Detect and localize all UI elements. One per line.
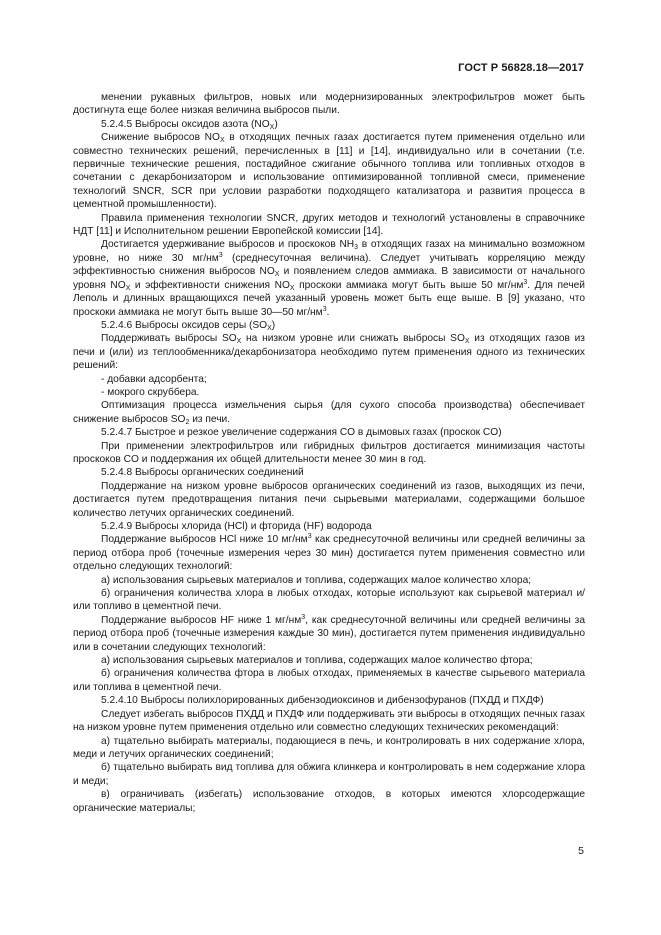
paragraph: Поддержание на низком уровне выбросов органических соединений из газов, выходящих из печи, достигается путем предотвращения питания печи сырьевыми материалами, содержащими большое количество летучих органических соединений. [73, 480, 585, 519]
section-heading: 5.2.4.8 Выбросы органических соединений [101, 467, 304, 479]
page-number: 5 [578, 845, 584, 857]
section-heading: 5.2.4.9 Выбросы хлорида (HCl) и фторида (HF) водорода [101, 521, 372, 532]
paragraph: Следует избегать выбросов ПХДД и ПХДФ или поддерживать эти выбросы в отходящих печных газах на низком уровне путем применения отдельно или совместно следующих технических рекомендаций: [73, 708, 585, 734]
list-item: а) тщательно выбирать материалы, подающиеся в печь, и контролировать в них содержание хлора, меди и летучих органических соединений; [73, 735, 585, 760]
paragraph: Правила применения технологии SNCR, других методов и технологий установлены в справочнике НДТ [11] и Исполнительном решении Европейской комиссии [14]. [73, 212, 585, 238]
paragraph: Поддержание выбросов HF ниже 1 $мг/нм^3$, как среднесуточной величины или средней величины за период отбора проб (точечные измерения каждые 30 мин), достигается путем применения индивидуально или в сочетании следующих технологий: [73, 613, 585, 653]
paragraph: Поддержание выбросов HCl ниже 10 $мг/нм^3$ как среднесуточной величины или средней величины за период отбора проб (точечные измерения через 30 мин) достигается путем применения совместно или отдельно следующих технологий: [73, 533, 586, 573]
section-heading: 5.2.4.7 Быстрое и резкое увеличение содержания CO в дымовых газах (проскок CO) [101, 427, 502, 439]
section-heading: 5.2.4.10 Выбросы полихлорированных дибензодиоксинов и дибензофуранов (ПХДД и ПХДФ) [101, 695, 544, 707]
list-item: а) использования сырьевых материалов и топлива, содержащих малое количество фтора; [101, 655, 533, 667]
list-item: - добавки адсорбента; [101, 373, 207, 385]
paragraph: При применении электрофильтров или гибридных фильтров достигается минимизация частоты проскоков CO и поддержания их общей длительности менее 30 мин в год. [73, 440, 585, 465]
paragraph: Оптимизация процесса измельчения сырья (для сухого способа производства) обеспечивает снижение выбросов $SO_2$ из печи. [73, 400, 585, 426]
list-item: в) ограничивать (избегать) использование отходов, в которых имеются хлорсодержащие органические материалы; [73, 789, 585, 814]
document-body [73, 91, 585, 815]
paragraph: Достигается удерживание выбросов и проскоков $NH_3$ в отходящих газах на минимально возможном уровне, но ниже 30 $мг/нм^3$ (среднесуточная величина). Следует учитывать корреляцию между эффективностью снижения выбросов $NO_X$ и появлением следов аммиака. В зависимости от начального уровня $NO_X$ и эффективности снижения $NO_X$ проскоки аммиака могут быть выше 50 $мг/нм^3$. Для печей Леполь и длинных вращающихся печей указанный уровень может быть еще выше. В [9] указано, что проскоки аммиака не могут быть выше 30—50 $мг/нм^3$. [73, 239, 585, 318]
list-item: б) тщательно выбирать вид топлива для обжига клинкера и контролировать в нем содержание хлора и меди; [73, 762, 585, 787]
paragraph: менении рукавных фильтров, новых или модернизированных электрофильтров может быть достигнута еще более низкая величина выбросов пыли. [73, 92, 585, 117]
section-heading: 5.2.4.6 Выбросы оксидов серы $(SO_X)$ [101, 319, 276, 332]
list-item: б) ограничения количества хлора в любых отходах, которые используют как сырьевой материал и/или топливо в цементной печи. [73, 588, 585, 613]
paragraph: Снижение выбросов $NO_X$ в отходящих печных газах достигается путем применения отдельно или совместно технических решений, перечисленных в [11] и [14], индивидуально или в сочетании (т.е. первичные технические решения, постадийное сжигание обычного топлива или топливных отходов в сочетании с декарбонизатором и использование оптимизированной топливной смеси, применение технологий SNCR, SCR при условии разработки подходящего катализатора и развития процесса в цементной промышленности). [73, 132, 585, 211]
document-header: ГОСТ Р 56828.18—2017 [458, 62, 584, 74]
section-heading: 5.2.4.5 Выбросы оксидов азота $(NO_X)$ [101, 118, 278, 131]
paragraph: Поддерживать выбросы $SO_X$ на низком уровне или снижать выбросы $SO_X$ из отходящих газов из печи и (или) из теплообменника/декарбонизатора необходимо путем применения одного из технических решений: [73, 333, 585, 372]
list-item: - мокрого скруббера. [101, 386, 200, 398]
list-item: а) использования сырьевых материалов и топлива, содержащих малое количество хлора; [101, 574, 532, 586]
list-item: б) ограничения количества фтора в любых отходах, применяемых в качестве сырьевого материала или топлива в цементной печи. [73, 668, 585, 693]
